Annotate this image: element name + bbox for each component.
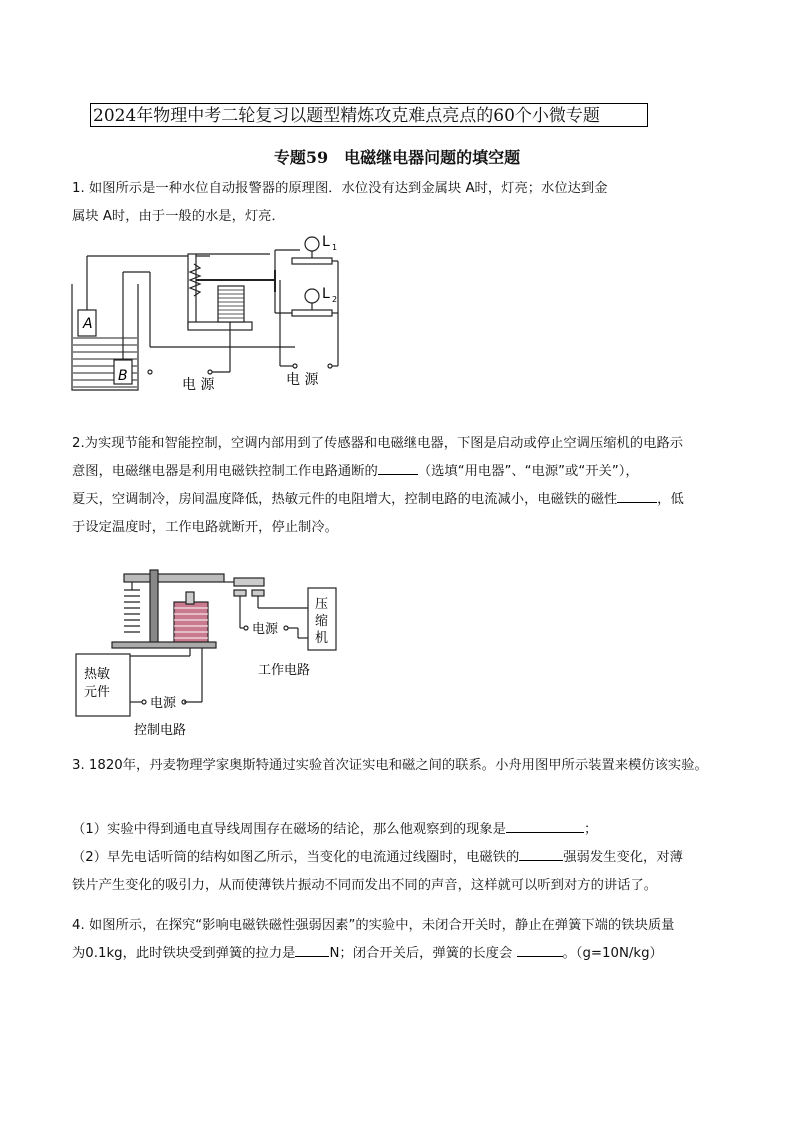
control-power-label: 电源: [150, 696, 177, 711]
q2-blank-1[interactable]: [378, 462, 418, 475]
compressor-label-1: 压: [315, 597, 329, 612]
contact-top: [234, 578, 264, 586]
q1-line-2: 属块 A时，由于一般的水是，灯亮．: [72, 209, 285, 224]
compressor-label-2: 缩: [315, 614, 329, 629]
question-1: [72, 175, 732, 231]
q3-sub-1: （1）实验中得到通电直导线周围存在磁场的结论，那么他观察到的现象是 ；: [72, 822, 598, 837]
relay-top-bar: [124, 574, 224, 582]
q3-blank-2[interactable]: [519, 848, 563, 861]
air-conditioner-relay-diagram: [72, 568, 352, 740]
power-label-1: 电 源: [182, 377, 215, 393]
question-2: [72, 430, 732, 542]
q3-sub-2: （2）早先电话听筒的结构如图乙所示，当变化的电流通过线圈时，电磁铁的 强弱发生变化，对薄: [72, 850, 683, 865]
thermal-label-1: 热敏: [84, 667, 111, 682]
topic-subtitle: 专题59 电磁继电器问题的填空题: [273, 148, 521, 167]
label-a: A: [83, 316, 93, 332]
q4-line-2: 为0.1kg，此时铁块受到弹簧的拉力是 N；闭合开关后，弹簧的长度会 。（g=10N/kg）: [72, 946, 663, 961]
label-l1: L: [322, 234, 330, 250]
bulb-l1: [305, 237, 319, 251]
q4-blank-1[interactable]: [295, 944, 329, 957]
q2-line-4: 于设定温度时，工作电路就断开，停止制冷。: [72, 520, 338, 535]
relay-pivot: [150, 570, 158, 646]
bulb-l2: [305, 289, 319, 303]
electromagnet-coil: [218, 286, 244, 322]
power-label-2: 电 源: [286, 372, 319, 388]
q4-line-1: 4. 如图所示，在探究“影响电磁铁磁性强弱因素”的实验中，未闭合开关时，静止在弹簧下端的铁块质量: [72, 918, 675, 933]
water-level-alarm-diagram: [70, 232, 360, 397]
lamp-base-2: [292, 310, 332, 316]
label-l1-sub: 1: [332, 243, 338, 252]
q4-blank-2[interactable]: [517, 944, 563, 957]
compressor-label-3: 机: [315, 631, 329, 646]
q2-blank-2[interactable]: [617, 490, 657, 503]
control-circuit-label: 控制电路: [134, 723, 187, 738]
work-circuit-label: 工作电路: [258, 663, 311, 678]
label-l2: L: [322, 286, 330, 302]
relay-base: [112, 642, 216, 648]
spring-coil: [124, 590, 140, 632]
lamp-base-1: [292, 258, 332, 264]
series-title: 2024年物理中考二轮复习以题型精炼攻克难点亮点的60个小微专题: [93, 106, 600, 126]
question-3-parts: [72, 816, 732, 900]
q1-line-1: 1. 如图所示是一种水位自动报警器的原理图．水位没有达到金属块 A时，灯亮；水位达到金: [72, 181, 608, 196]
q3-blank-1[interactable]: [506, 820, 584, 833]
label-b: B: [118, 368, 128, 384]
series-title-box: [90, 103, 648, 127]
q2-line-2: 意图，电磁继电器是利用电磁铁控制工作电路通断的 （选填“用电器”、“电源”或“开关”），: [72, 464, 639, 479]
thermal-label-2: 元件: [84, 685, 111, 700]
q2-line-3: 夏天，空调制冷，房间温度降低，热敏元件的电阻增大，控制电路的电流减小，电磁铁的磁性 ，低: [72, 492, 684, 507]
q2-line-1: 2.为实现节能和智能控制，空调内部用到了传感器和电磁继电器，下图是启动或停止空调压缩机的电路示: [72, 436, 684, 451]
electromagnet: [174, 602, 208, 646]
question-4: [72, 912, 732, 968]
question-3-intro: 3. 1820年，丹麦物理学家奥斯特通过实验首次证实电和磁之间的联系。小舟用图甲所示装置来模仿该实验。: [72, 758, 708, 773]
label-l2-sub: 2: [332, 295, 338, 304]
q3-sub-2-cont: 铁片产生变化的吸引力，从而使薄铁片振动不同而发出不同的声音，这样就可以听到对方的讲话了。: [72, 878, 658, 893]
work-power-label: 电源: [252, 622, 279, 637]
